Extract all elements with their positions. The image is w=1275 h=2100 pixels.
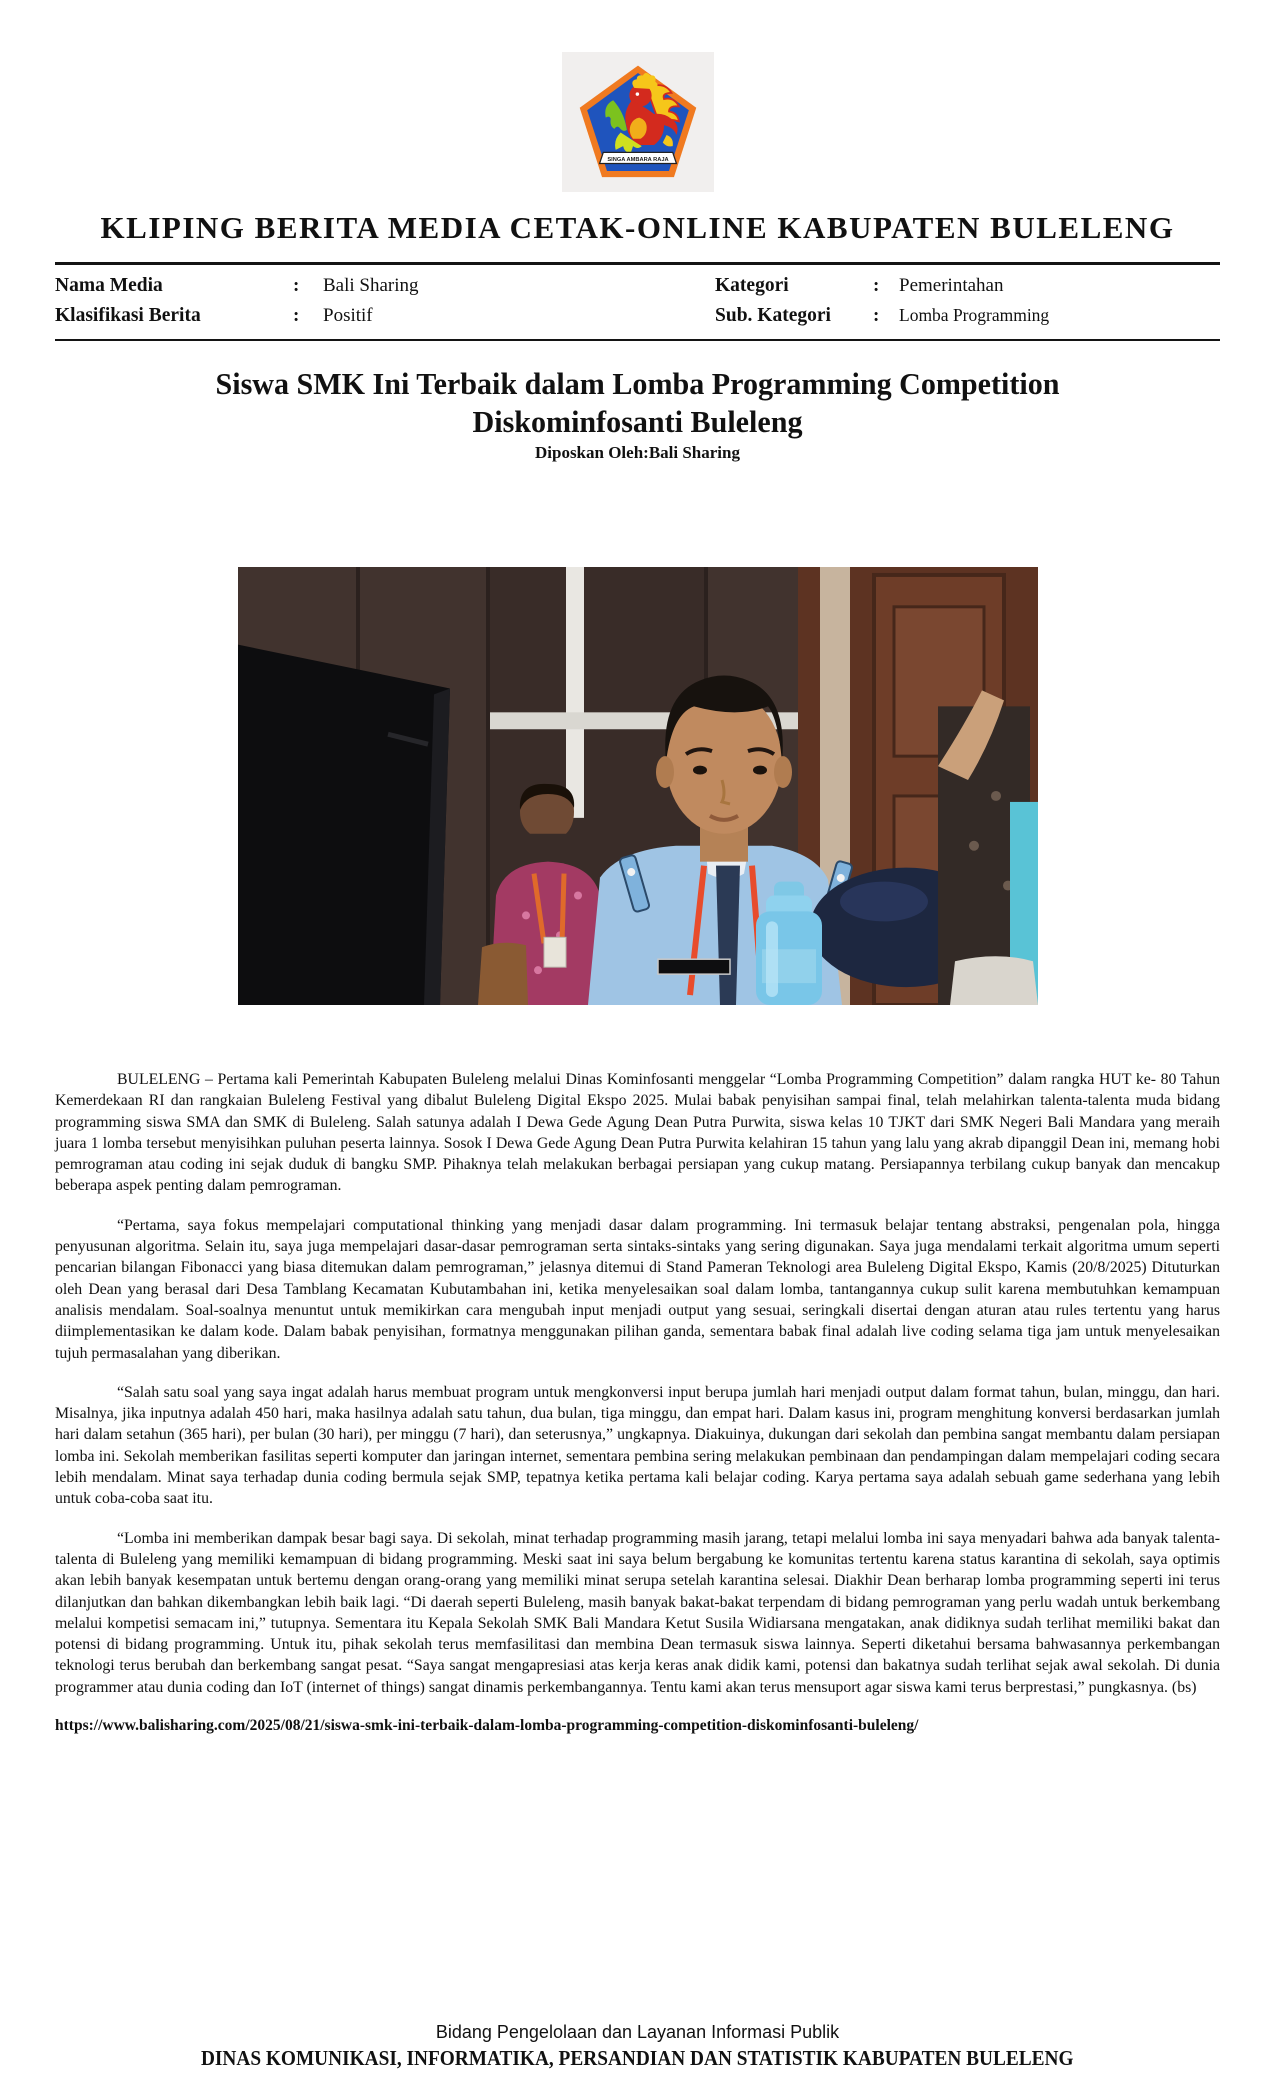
meta-label-nama-media: Nama Media <box>55 275 163 296</box>
photo-illustration <box>238 567 1038 1005</box>
meta-colon: : <box>873 305 880 326</box>
source-url-link[interactable]: https://www.balisharing.com/2025/08/21/siswa-smk-ini-terbaik-dalam-lomba-programming-competition-diskominfosanti-buleleng/ <box>55 1717 919 1735</box>
meta-label-klasifikasi: Klasifikasi Berita <box>55 305 201 326</box>
article-title-line2: Diskominfosanti Buleleng <box>472 404 803 439</box>
meta-value-sub-kategori: Lomba Programming <box>899 305 1050 325</box>
article-title <box>48 365 1227 441</box>
meta-colon: : <box>293 305 300 326</box>
photo-bystanders <box>938 690 1038 1005</box>
divider-meta-bottom <box>55 339 1220 341</box>
article-paragraph-1: BULELENG – Pertama kali Pemerintah Kabupaten Buleleng melalui Dinas Kominfosanti menggelar “Lomba Programming Competition” dalam rangka HUT ke- 80 Tahun Kemerdekaan RI dan rangkaian Buleleng Festival yang dibalut Buleleng Digital Ekspo 2025. Mulai babak penyisihan sampai final, telah melahirkan talenta-talenta muda bidang programming siswa SMA dan SMK di Buleleng. Salah satunya adalah I Dewa Gede Agung Dean Putra Purwita, siswa kelas 10 TJKT dari SMK Negeri Bali Mandara yang meraih juara 1 lomba tersebut menyisihkan puluhan peserta lainnya. Sosok I Dewa Gede Agung Dean Putra Purwita kelahiran 15 tahun yang lalu yang akrab dipanggil Dean ini, memang hobi pemrograman atau coding ini sejak duduk di bangku SMP. Pihaknya telah melakukan berbagai persiapan yang cukup matang. Persiapannya terbilang cukup banyak dan mencakup beberapa aspek penting dalam pemrograman. <box>55 1071 1220 1195</box>
logo <box>562 52 714 192</box>
logo-ribbon <box>599 152 676 163</box>
meta-value-nama-media: Bali Sharing <box>323 275 419 296</box>
meta-table <box>55 265 1220 339</box>
meta-value-kategori: Pemerintahan <box>899 275 1004 296</box>
article-paragraph-4: “Lomba ini memberikan dampak besar bagi saya. Di sekolah, minat terhadap programming masih jarang, tetapi melalui lomba ini saya menyadari bahwa ada banyak talenta-talenta di Buleleng yang memiliki kemampuan di bidang programming. Meski saat ini saya belum bergabung ke komunitas tertentu karena status karantina di sekolah, saya optimis akan lebih banyak kesempatan untuk bertemu dengan orang-orang yang memiliki minat serupa setelah karantina selesai. Diakhir Dean berharap lomba programming seperti ini terus dilanjutkan dan bahkan dikembangkan lebih baik lagi. “Di daerah seperti Buleleng, masih banyak bakat-bakat terpendam di bidang pemrograman yang perlu wadah untuk berkembang melalui kompetisi semacam ini,” tutupnya. Sementara itu Kepala Sekolah SMK Bali Mandara Ketut Susila Widiarsana mengatakan, anak didiknya sudah terlihat memiliki bakat dan potensi di bidang programming. Untuk itu, pihak sekolah terus memfasilitasi dan membina Dean termasuk siswa lainnya. Seperti diketahui bersama bahwasannya perkembangan teknologi terus berubah dan berkembang sangat pesat. “Saya sangat mengapresiasi atas kerja keras anak didik kami, potensi dan bakatnya sudah terlihat sejak awal sekolah. Di dunia programmer atau dunia coding dan IoT (internet of things) sangat dinamis perkembangannya. Tentu kami akan terus mensuport agar siswa kami terus berprestasi,” pungkasnya. (bs) <box>55 1529 1220 1696</box>
logo-banner-label: SINGA AMBARA RAJA <box>606 157 669 164</box>
article-body <box>55 1069 1220 1698</box>
page-title: KLIPING BERITA MEDIA CETAK-ONLINE KABUPATEN BULELENG <box>100 210 1175 245</box>
meta-label-kategori: Kategori <box>715 275 789 296</box>
buleleng-coat-of-arms-icon <box>576 63 700 181</box>
meta-colon: : <box>293 275 300 296</box>
page-footer <box>0 2020 1275 2072</box>
footer-division: Bidang Pengelolaan dan Layanan Informasi Publik <box>435 2022 840 2042</box>
article-byline: Diposkan Oleh:Bali Sharing <box>534 443 740 462</box>
photo-monitor <box>238 645 450 1005</box>
article-photo <box>238 567 1038 1005</box>
meta-colon: : <box>873 275 880 296</box>
article-paragraph-2: “Pertama, saya fokus mempelajari computational thinking yang menjadi dasar dalam programming. Ini termasuk belajar tentang abstraksi, pengenalan pola, hingga penyusunan algoritma. Selain itu, saya juga mempelajari dasar-dasar pemrograman serta sintaks-sintaks yang sering digunakan. Saya juga mendalami terkait algoritma umum seperti pencarian bilangan Fibonacci yang biasa ditemukan dalam pemrograman,” jelasnya ditemui di Stand Pameran Teknologi area Buleleng Digital Ekspo, Kamis (20/8/2025) Dituturkan oleh Dean yang berasal dari Desa Tamblang Kecamatan Kubutambahan ini, ketika menyelesaikan soal dalam lomba, tantangannya cukup sulit karena membutuhkan kemampuan analisis mendalam. Soal-soalnya menuntut untuk memikirkan cara mengubah input menjadi output yang sesuai, seringkali disertai dengan aturan atau rules tertentu yang harus diimplementasikan ke dalam kode. Dalam babak penyisihan, formatnya menggunakan pilihan ganda, sementara babak final adalah live coding selama tiga jam untuk menyelesaikan tujuh permasalahan yang diberikan. <box>55 1216 1220 1362</box>
article-paragraph-3: “Salah satu soal yang saya ingat adalah harus membuat program untuk mengkonversi input berupa jumlah hari menjadi output dalam format tahun, bulan, minggu, dan hari. Misalnya, jika inputnya adalah 450 hari, maka hasilnya adalah satu tahun, dua bulan, tiga minggu, dan empat hari. Dalam kasus ini, program menghitung konversi berdasarkan jumlah hari dalam setahun (365 hari), per bulan (30 hari), per minggu (7 hari), dan seterusnya,” ungkapnya. Diakuinya, dukungan dari sekolah dan pembina sangat membantu dalam persiapan lomba ini. Sekolah memberikan fasilitas seperti komputer dan jaringan internet, sementara pembina sering melakukan pembinaan dan pendampingan dalam mempelajari coding secara lebih mendalam. Minat saya terhadap dunia coding bermula sejak SMP, tepatnya ketika pertama kali belajar coding. Karya pertama saya adalah sebuah game sederhana yang lebih untuk coba-coba saat itu. <box>55 1383 1220 1508</box>
footer-agency: DINAS KOMUNIKASI, INFORMATIKA, PERSANDIAN DAN STATISTIK KABUPATEN BULELENG <box>201 2046 1074 2070</box>
article-title-line1: Siswa SMK Ini Terbaik dalam Lomba Programming Competition <box>215 366 1060 401</box>
meta-label-sub-kategori: Sub. Kategori <box>715 305 831 326</box>
photo-chair <box>478 943 528 1005</box>
meta-value-klasifikasi: Positif <box>323 305 373 326</box>
